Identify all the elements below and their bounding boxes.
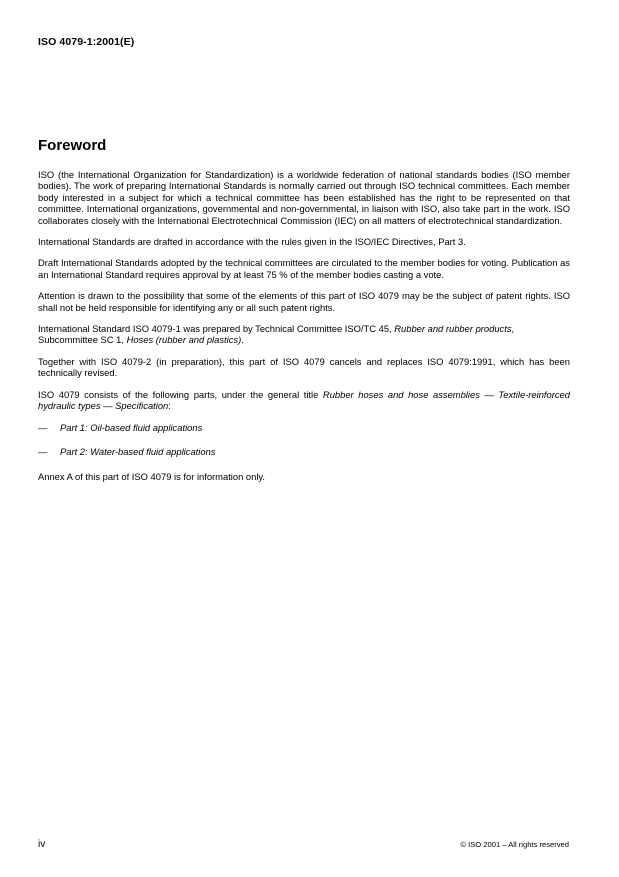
part-2-title: Part 2: Water-based fluid applications [60, 446, 216, 458]
part-1-title: Part 1: Oil-based fluid applications [60, 421, 203, 433]
paragraph-parts-intro [38, 389, 570, 412]
section-heading: Foreword [38, 137, 107, 154]
period-text: . [241, 334, 244, 346]
list-item-part-2 [38, 446, 570, 457]
paragraph-voting: Draft International Standards adopted by the technical committees are circulated to the member bodies for voting. Publication as an International Standard requires approval by at least 75 % of the member bodies casting a vote. [38, 257, 570, 280]
subcommittee-title: Hoses (rubber and plastics) [126, 334, 242, 346]
copyright-notice: © ISO 2001 – All rights reserved [460, 840, 569, 849]
paragraph-prepared-by [38, 323, 570, 346]
committee-title: Rubber and rubber products [394, 323, 512, 335]
parts-intro-text: ISO 4079 consists of the following parts, under the general title [38, 388, 323, 400]
page-number: iv [38, 839, 46, 850]
dash-bullet: — [38, 446, 48, 458]
paragraph-annex: Annex A of this part of ISO 4079 is for information only. [38, 471, 266, 483]
prepared-by-text: International Standard ISO 4079-1 was prepared by Technical Committee ISO/TC 45, [38, 323, 395, 335]
subcommittee-text: , Subcommittee SC 1, [38, 323, 515, 346]
list-item-part-1 [38, 422, 570, 433]
paragraph-iso-overview: ISO (the International Organization for Standardization) is a worldwide federation of national standards bodies (ISO member bodies). The work of preparing International Standards is normally carried out through ISO technical committees. Each member body interested in a subject for which a technical committee has been established has the right to be represented on that committee. International organizations, governmental and non-governmental, in liaison with ISO, also take part in the work. ISO collaborates closely with the International Electrotechnical Commission (IEC) on all matters of electrotechnical standardization. [38, 169, 570, 226]
colon-text: : [168, 400, 171, 412]
paragraph-patent-rights: Attention is drawn to the possibility that some of the elements of this part of ISO 4079 may be the subject of patent rights. ISO shall not be held responsible for identifying any or all such patent rights. [38, 290, 570, 313]
general-title: Rubber hoses and hose assemblies — Textile-reinforced hydraulic types — Specification [38, 388, 570, 412]
foreword-body [38, 169, 570, 493]
dash-bullet: — [38, 421, 48, 433]
paragraph-replaces: Together with ISO 4079-2 (in preparation), this part of ISO 4079 cancels and replaces ISO 4079:1991, which has been technically revised. [38, 355, 570, 379]
document-identifier: ISO 4079-1:2001(E) [38, 36, 135, 48]
paragraph-drafting-rules: International Standards are drafted in accordance with the rules given in the ISO/IEC Directives, Part 3. [38, 236, 466, 248]
